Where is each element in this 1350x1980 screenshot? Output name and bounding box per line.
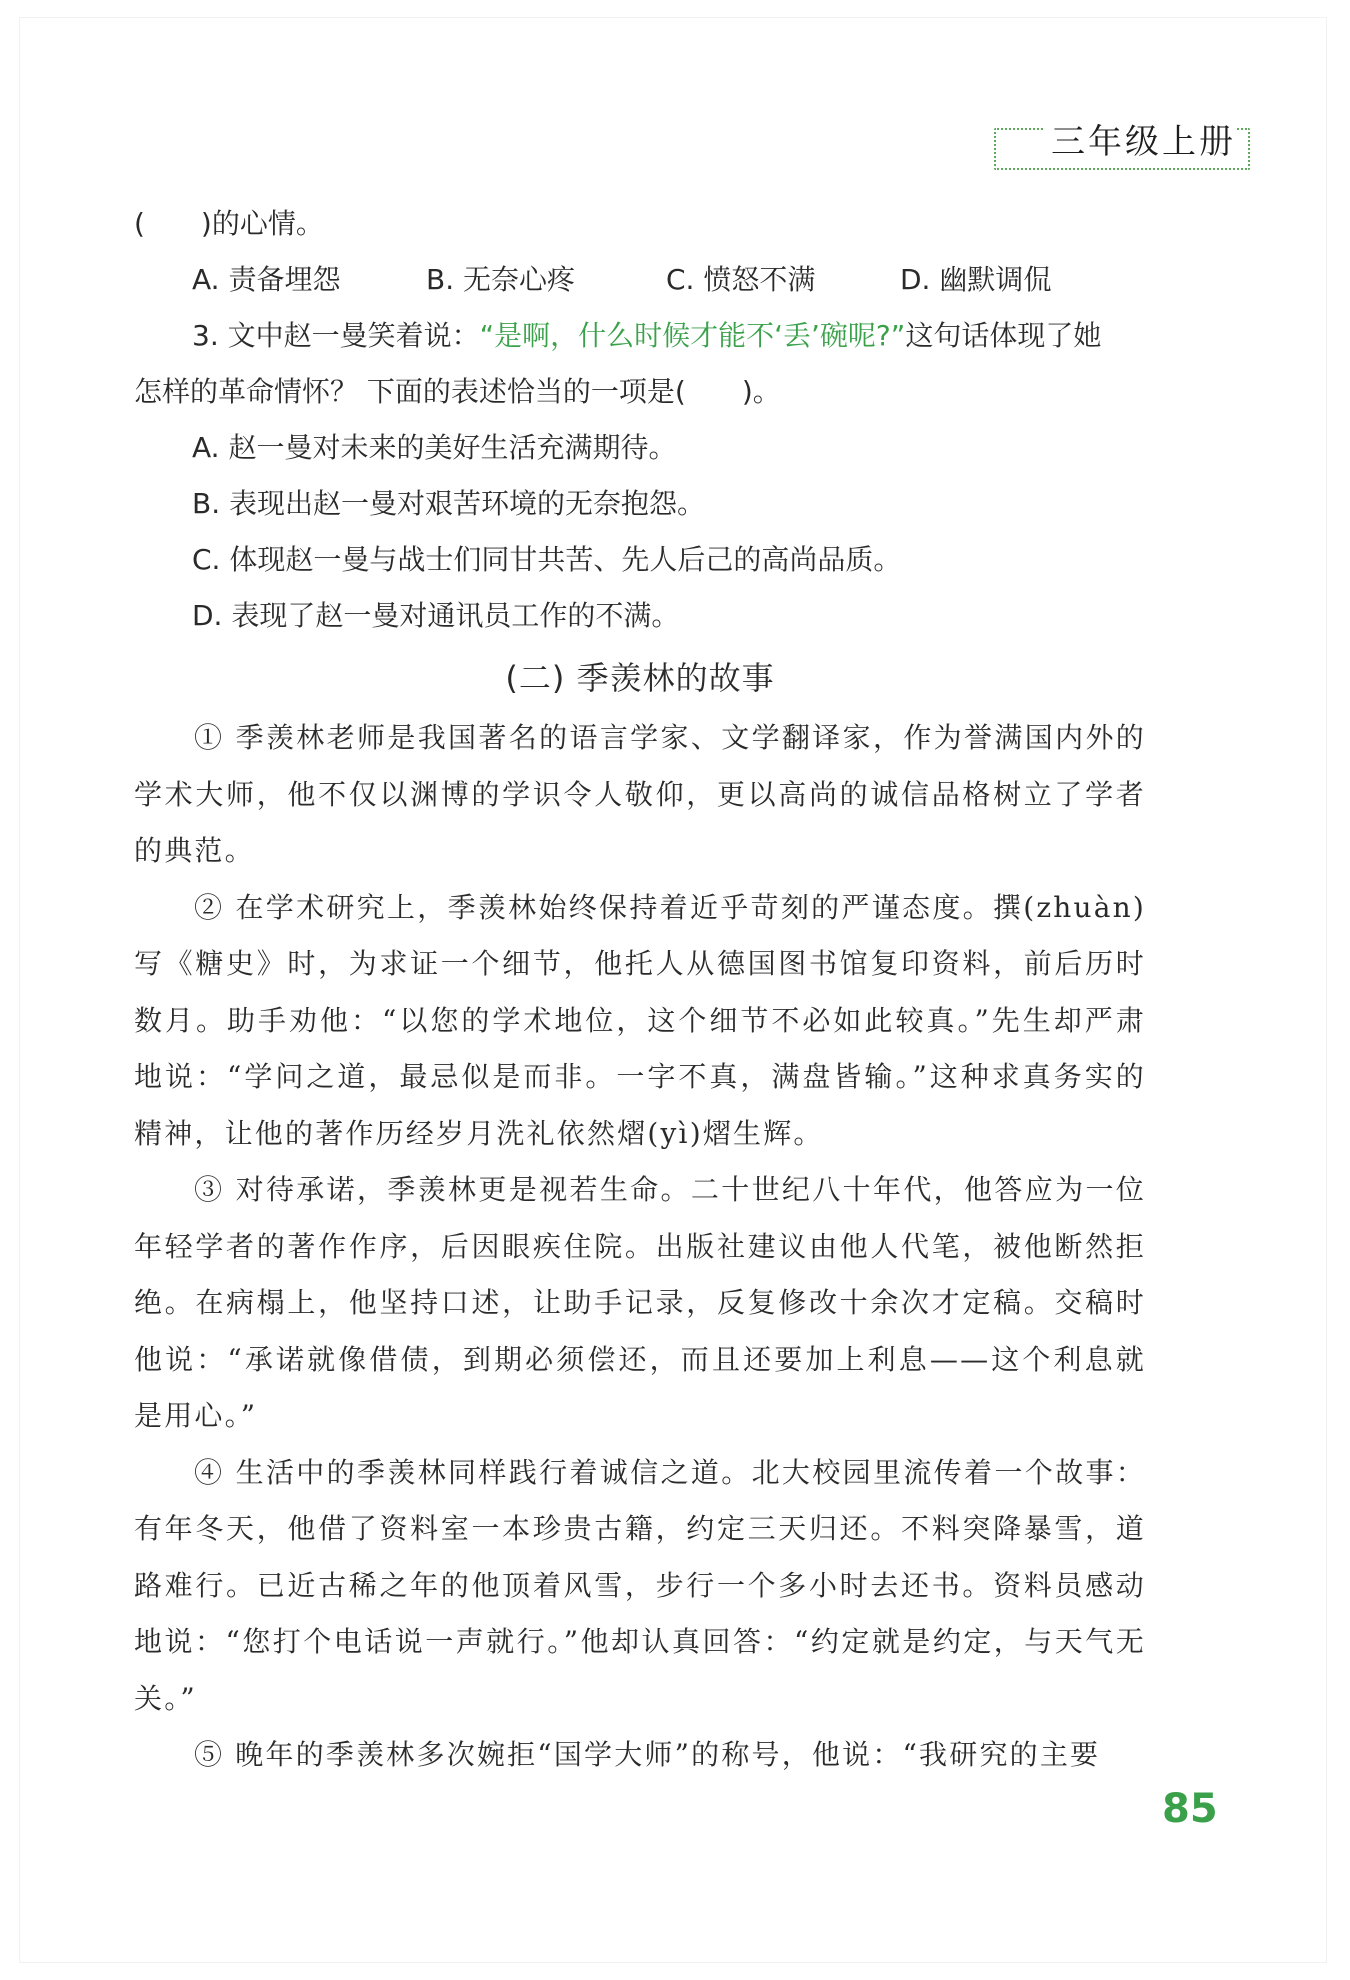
story-paragraph-3: ③ 对待承诺，季羡林更是视若生命。二十世纪八十年代，他答应为一位年轻学者的著作作序，后因眼疾住院。出版社建议由他人代笔，被他断然拒绝。在病榻上，他坚持口述，让助手记录，反复修改十余次才定稿。交稿时他说：“承诺就像借债，到期必须偿还，而且还要加上利息——这个利息就是用心。” <box>134 1173 1146 1432</box>
question3-stem-suffix: 这句话体现了她 <box>905 319 1102 352</box>
story-paragraph-1: ① 季羡林老师是我国著名的语言学家、文学翻译家，作为誉满国内外的学术大师，他不仅以渊博的学识令人敬仰，更以高尚的诚信品格树立了学者的典范。 <box>134 721 1146 867</box>
question3-option-a: A. 赵一曼对未来的美好生活充满期待。 <box>192 431 677 464</box>
question3-stem-line2: 怎样的革命情怀？ 下面的表述恰当的一项是( )。 <box>134 375 781 408</box>
story-paragraph-2: ② 在学术研究上，季羡林始终保持着近乎苛刻的严谨态度。撰(zhuàn)写《糖史》时，为求证一个细节，他托人从德国图书馆复印资料，前后历时数月。助手劝他：“以您的学术地位，这个细节不必如此较真。”先生却严肃地说：“学问之道，最忌似是而非。一字不真，满盘皆输。”这种求真务实的精神，让他的著作历经岁月洗礼依然熠(yì)熠生辉。 <box>134 890 1146 1150</box>
story-paragraph-4: ④ 生活中的季羡林同样践行着诚信之道。北大校园里流传着一个故事：有年冬天，他借了资料室一本珍贵古籍，约定三天归还。不料突降暴雪，道路难行。已近古稀之年的他顶着风雪，步行一个多小时去还书。资料员感动地说：“您打个电话说一声就行。”他却认真回答：“约定就是约定，与天气无关。” <box>134 1455 1146 1715</box>
question2-option-a: A. 责备埋怨 <box>192 263 341 296</box>
question3-option-c: C. 体现赵一曼与战士们同甘共苦、先人后己的高尚品质。 <box>192 543 902 576</box>
question3-option-d: D. 表现了赵一曼对通讯员工作的不满。 <box>192 599 680 632</box>
question2-stem-tail: ( )的心情。 <box>134 207 324 240</box>
story-paragraph-5: ⑤ 晚年的季羡林多次婉拒“国学大师”的称号，他说：“我研究的主要 <box>194 1738 1101 1771</box>
question3-stem-prefix: 3. 文中赵一曼笑着说： <box>192 319 480 352</box>
grade-label: 三年级上册 <box>1043 120 1236 164</box>
worksheet-content <box>134 196 1146 1784</box>
page-number: 85 <box>1162 1786 1218 1832</box>
question2-options <box>134 252 1146 308</box>
question2-option-b: B. 无奈心疼 <box>426 263 576 296</box>
question2-option-d: D. 幽默调侃 <box>900 263 1052 296</box>
question3-stem <box>134 308 1146 364</box>
question2-option-c: C. 愤怒不满 <box>666 263 816 296</box>
grade-header-box <box>994 122 1250 170</box>
question3-option-b: B. 表现出赵一曼对艰苦环境的无奈抱怨。 <box>192 487 706 520</box>
story-heading: (二) 季羡林的故事 <box>505 659 775 697</box>
question3-quote: “是啊，什么时候才能不‘丢’碗呢?” <box>479 319 906 352</box>
